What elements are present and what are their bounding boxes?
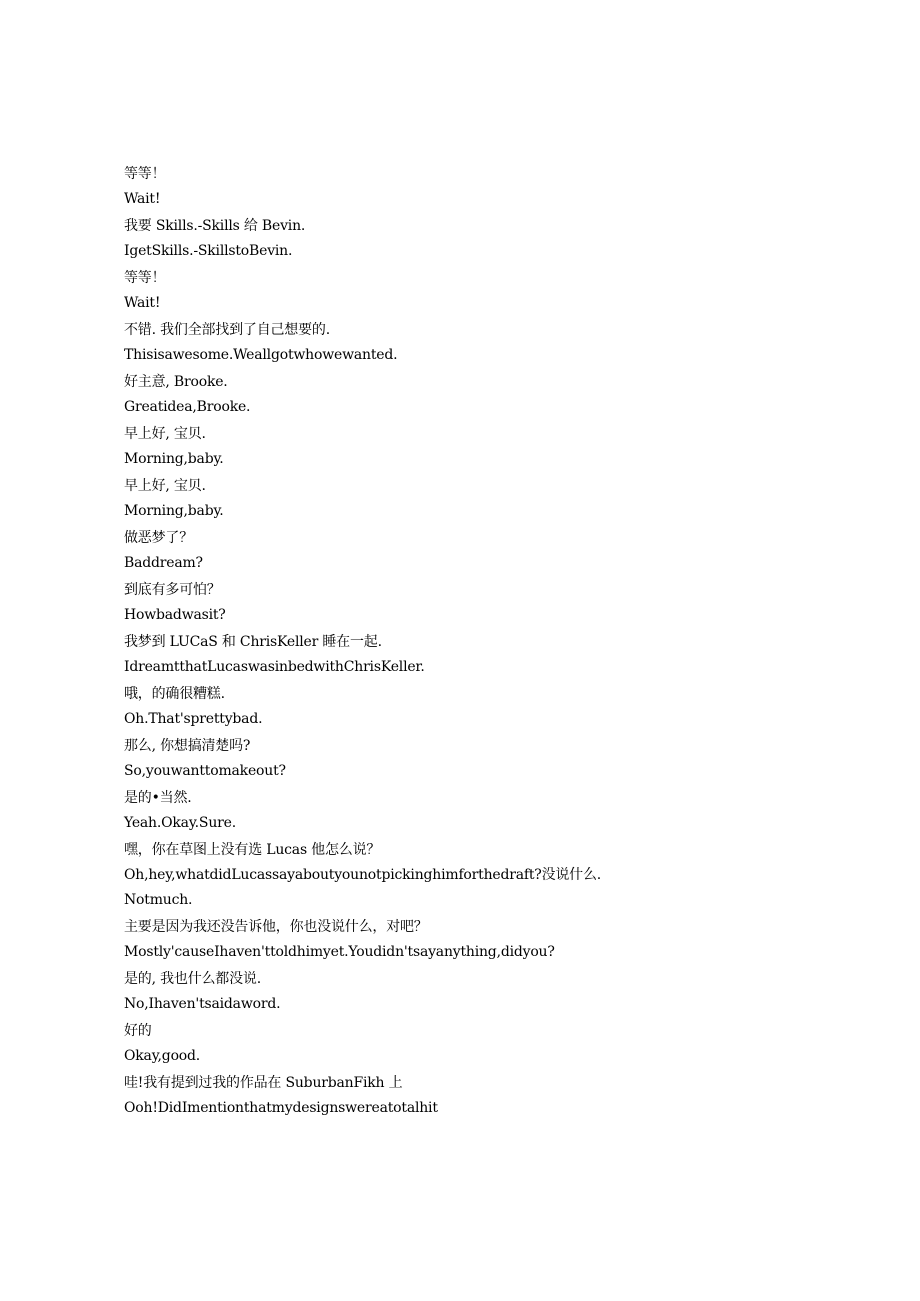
text-line: 等等！ — [124, 166, 166, 182]
text-line: Wait! — [124, 295, 161, 311]
text-line: 好主意, Brooke. — [124, 374, 228, 390]
text-line: Wait! — [124, 191, 161, 207]
text-line: 嘿，你在草图上没有选 Lucas 他怎么说？ — [124, 842, 381, 858]
text-line: So,youwanttomakeout? — [124, 763, 286, 779]
text-line: Okay,good. — [124, 1048, 201, 1064]
text-line: 好的 — [124, 1023, 152, 1039]
text-line: 那么, 你想搞清楚吗? — [124, 738, 251, 754]
text-line: IdreamtthatLucaswasinbedwithChrisKeller. — [124, 659, 425, 675]
text-line: 早上好, 宝贝. — [124, 426, 206, 442]
text-line: 是的, 我也什么都没说. — [124, 971, 261, 987]
text-line: 到底有多可怕？ — [124, 582, 221, 598]
text-line: Notmuch. — [124, 892, 193, 908]
text-line: Baddream? — [124, 555, 203, 571]
text-line: Morning,baby. — [124, 503, 224, 519]
text-line: 主要是因为我还没告诉他，你也没说什么，对吧？ — [124, 919, 428, 935]
text-line: 哦，的确很糟糕. — [124, 686, 225, 702]
text-line: 等等！ — [124, 270, 166, 286]
text-line: No,Ihaven'tsaidaword. — [124, 996, 281, 1012]
text-line: 我要 Skills.-Skills 给 Bevin. — [124, 218, 306, 234]
text-line: Mostly'causeIhaven'ttoldhimyet.Youdidn'tsayanything,didyou? — [124, 944, 555, 960]
text-line: Oh.That'sprettybad. — [124, 711, 263, 727]
text-line: 是的•当然. — [124, 790, 192, 806]
text-line: 我梦到 LUCaS 和 ChrisKeller 睡在一起. — [124, 634, 382, 650]
text-line: Greatidea,Brooke. — [124, 399, 251, 415]
document-body — [124, 160, 884, 1121]
text-line: Yeah.Okay.Sure. — [124, 815, 236, 831]
text-line: 哇!我有提到过我的作品在 SuburbanFikh 上 — [124, 1075, 403, 1091]
text-line: Ooh!DidImentionthatmydesignswereatotalhit — [124, 1100, 438, 1116]
text-line: Oh,hey,whatdidLucassayaboutyounotpickinghimforthedraft?没说什么. — [124, 867, 602, 883]
text-line: 早上好, 宝贝. — [124, 478, 206, 494]
text-line: Howbadwasit? — [124, 607, 226, 623]
text-line: IgetSkills.-SkillstoBevin. — [124, 243, 293, 259]
text-line: 不错. 我们全部找到了自己想要的. — [124, 322, 330, 338]
text-line: Thisisawesome.Weallgotwhowewanted. — [124, 347, 398, 363]
text-line: Morning,baby. — [124, 451, 224, 467]
text-line: 做恶梦了？ — [124, 530, 193, 546]
